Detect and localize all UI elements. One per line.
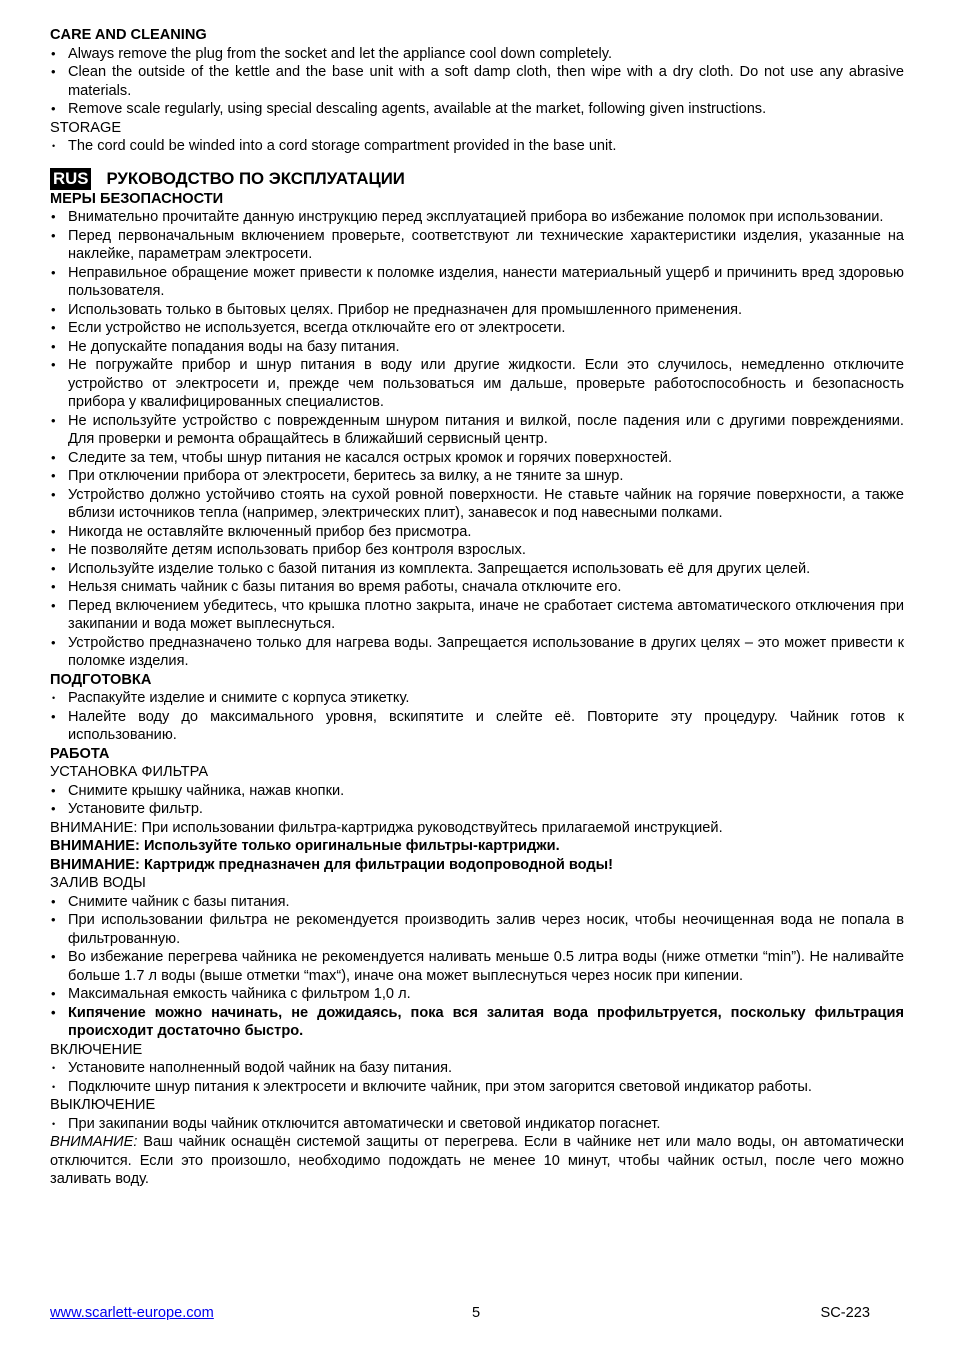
list-item: • Нельзя снимать чайник с базы питания во время работы, сначала отключите его. [50,578,904,597]
list-item: • Не позволяйте детям использовать прибор без контроля взрослых. [50,541,904,560]
filter-note: ВНИМАНИЕ: При использовании фильтра-картриджа руководствуйтесь прилагаемой инструкцией. [50,819,723,836]
list-item: • Не допускайте попадания воды на базу питания. [50,338,904,357]
list-item: • Кипячение можно начинать, не дожидаясь, пока вся залитая вода профильтруется, поскольку фильтрация происходит достаточно быстро. [50,1004,904,1041]
work-heading: РАБОТА [50,745,110,762]
on-list [50,1059,904,1096]
filter-heading: УСТАНОВКА ФИЛЬТРА [50,764,209,780]
prep-list-continued [50,708,904,745]
list-item: • Устройство предназначено только для нагрева воды. Запрещается использование в других целях – это может привести к поломке изделия. [50,634,904,671]
care-list [50,45,904,119]
overheat-note-lead: ВНИМАНИЕ: [50,1134,138,1150]
list-item: • Перед включением убедитесь, что крышка плотно закрыта, иначе не сработает система автоматического отключения при закипании и вода может выплеснуться. [50,597,904,634]
list-item: • Максимальная емкость чайника с фильтром 1,0 л. [50,985,904,1004]
rus-section-title [50,168,904,190]
page-footer [50,1304,870,1324]
list-item: • Никогда не оставляйте включенный прибор без присмотра. [50,523,904,542]
list-item: • Неправильное обращение может привести к поломке изделия, нанести материальный ущерб и причинить вред здоровью пользователя. [50,264,904,301]
list-item: • При закипании воды чайник отключится автоматически и световой индикатор погаснет. [50,1115,904,1134]
filter-warning: ВНИМАНИЕ: Картридж предназначен для фильтрации водопроводной воды! [50,856,613,873]
safety-heading: МЕРЫ БЕЗОПАСНОСТИ [50,190,224,207]
overheat-note-text: Ваш чайник оснащён системой защиты от перегрева. Если в чайнике нет или мало воды, он автоматически отключится. Если это произошло, необходимо подождать не менее 10 минут, чтобы чайник остыл, после чего можно заливать воду. [50,1134,904,1187]
prep-list [50,689,904,708]
list-item: • Установите фильтр. [50,800,904,819]
list-item: • Следите за тем, чтобы шнур питания не касался острых кромок и горячих поверхностей. [50,449,904,468]
on-heading: ВКЛЮЧЕНИЕ [50,1041,143,1058]
fill-list [50,893,904,1041]
care-heading: CARE AND CLEANING [50,27,207,43]
language-badge: RUS [50,168,91,190]
list-item: • The cord could be winded into a cord storage compartment provided in the base unit. [50,137,904,156]
fill-heading: ЗАЛИВ ВОДЫ [50,875,146,891]
rus-title-text: РУКОВОДСТВО ПО ЭКСПЛУАТАЦИИ [106,168,405,188]
list-item: • Во избежание перегрева чайника не рекомендуется наливать меньше 0.5 литра воды (ниже отметки “min”). Не наливайте больше 1.7 л воды (выше отметки “max“), иначе она может выплеснуться через носик при кипении. [50,948,904,985]
overheat-note [50,1133,904,1189]
list-item: • Устройство должно устойчиво стоять на сухой ровной поверхности. Не ставьте чайник на горячие поверхности, а также вблизи источников тепла (например, электрических плит), занавесок и под навесными полками. [50,486,904,523]
off-heading: ВЫКЛЮЧЕНИЕ [50,1097,156,1113]
list-item: • При отключении прибора от электросети, беритесь за вилку, а не тяните за шнур. [50,467,904,486]
list-item: • При использовании фильтра не рекомендуется производить залив через носик, чтобы неочищенная вода не попала в фильтрованную. [50,911,904,948]
list-item: • Установите наполненный водой чайник на базу питания. [50,1059,904,1078]
list-item: • Если устройство не используется, всегда отключайте его от электросети. [50,319,904,338]
list-item: • Always remove the plug from the socket and let the appliance cool down completely. [50,45,904,64]
list-item: • Clean the outside of the kettle and the base unit with a soft damp cloth, then wipe with a dry cloth. Do not use any abrasive materials. [50,63,904,100]
list-item: • Подключите шнур питания к электросети и включите чайник, при этом загорится световой индикатор работы. [50,1078,904,1097]
manual-page [50,26,904,1189]
list-item: • Не используйте устройство с поврежденным шнуром питания и вилкой, после падения или с другими повреждениями. Для проверки и ремонта обращайтесь в ближайший сервисный центр. [50,412,904,449]
website-link[interactable]: www.scarlett-europe.com [50,1305,214,1321]
list-item: • Налейте воду до максимального уровня, вскипятите и слейте её. Повторите эту процедуру. Чайник готов к использованию. [50,708,904,745]
storage-heading: STORAGE [50,119,122,136]
model-number: SC-223 [820,1305,870,1321]
list-item: • Не погружайте прибор и шнур питания в воду или другие жидкости. Если это случилось, немедленно отключите устройство от электросети и, прежде чем пользоваться им дальше, проверьте работоспособность и безопасность прибора у квалифицированных специалистов. [50,356,904,412]
storage-list [50,137,904,156]
list-item: • Перед первоначальным включением проверьте, соответствуют ли технические характеристики изделия, указанные на наклейке, параметрам электросети. [50,227,904,264]
list-item: • Снимите крышку чайника, нажав кнопки. [50,782,904,801]
list-item: • Используйте изделие только с базой питания из комплекта. Запрещается использовать её для других целей. [50,560,904,579]
list-item: • Распакуйте изделие и снимите с корпуса этикетку. [50,689,904,708]
list-item: • Remove scale regularly, using special descaling agents, available at the market, following given instructions. [50,100,904,119]
off-list [50,1115,904,1134]
prep-heading: ПОДГОТОВКА [50,671,152,688]
safety-list [50,208,904,671]
list-item: • Снимите чайник с базы питания. [50,893,904,912]
filter-warning: ВНИМАНИЕ: Используйте только оригинальные фильтры-картриджи. [50,838,560,854]
list-item: • Использовать только в бытовых целях. Прибор не предназначен для промышленного применения. [50,301,904,320]
filter-list [50,782,904,819]
list-item: • Внимательно прочитайте данную инструкцию перед эксплуатацией прибора во избежание поломок при использовании. [50,208,904,227]
page-number: 5 [472,1305,481,1321]
